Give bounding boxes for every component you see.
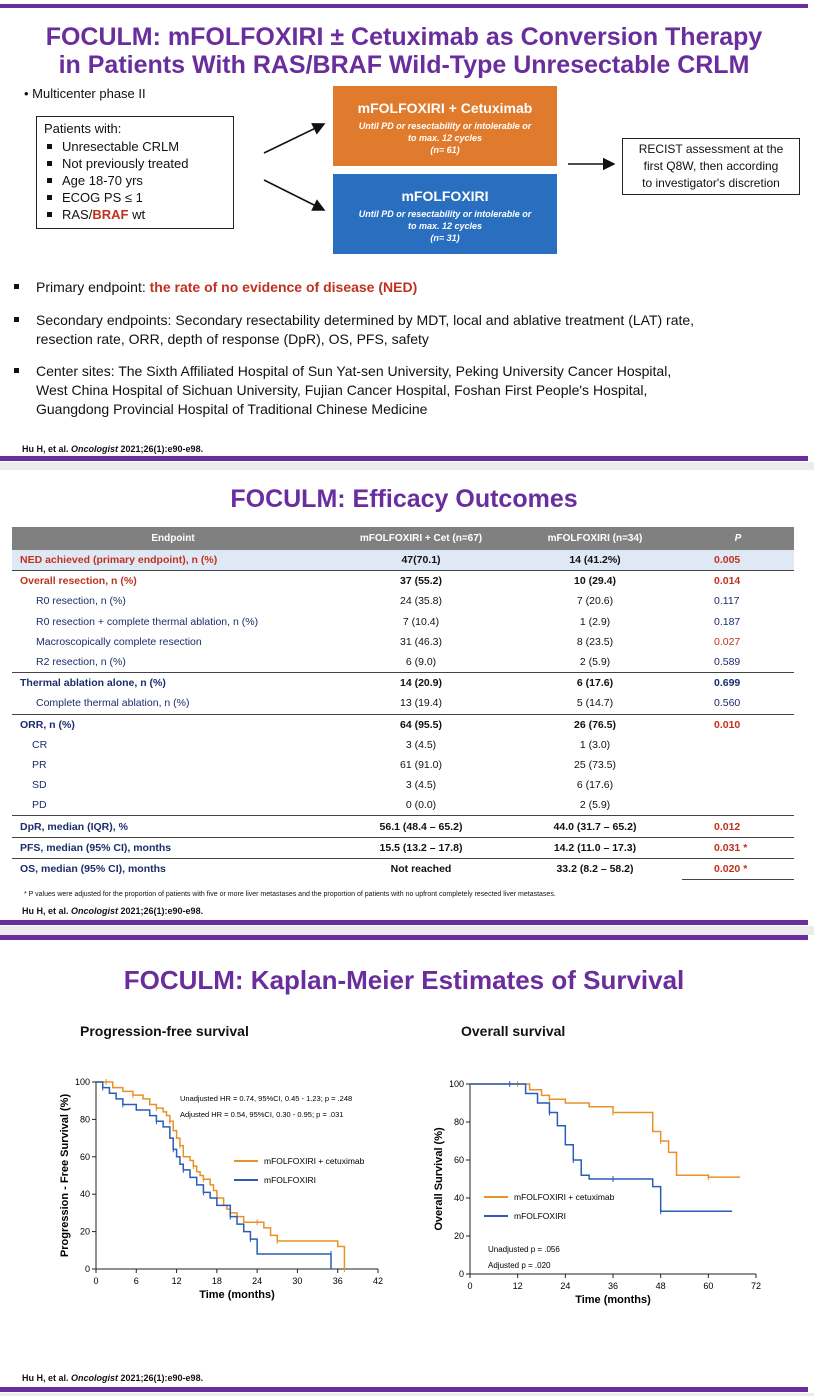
table-footnote: * P values were adjusted for the proportion of patients with five or more liver metastases and the proportion of patients with no upfront completely resected liver metastases.: [24, 891, 556, 898]
slide2-title: FOCULM: Efficacy Outcomes: [230, 485, 578, 513]
table-row: Overall resection, n (%) 37 (55.2) 10 (29.4) 0.014: [12, 571, 794, 592]
slide-efficacy: [0, 470, 814, 926]
slide3-title: FOCULM: Kaplan-Meier Estimates of Survival: [123, 965, 685, 995]
legend-label: mFOLFOXIRI + cetuximab: [264, 1156, 365, 1166]
arm2-name: mFOLFOXIRI: [401, 188, 489, 204]
slide1-citation: Hu H, et al. Oncologist 2021;26(1):e90-e98.: [22, 444, 204, 454]
table-row: Macroscopically complete resection 31 (46.3) 8 (23.5) 0.027: [36, 635, 741, 648]
col-p: P: [682, 527, 794, 550]
y-tick-label: 100: [448, 1079, 464, 1089]
recist-line1: RECIST assessment at the: [638, 142, 784, 156]
col-control: mFOLFOXIRI (n=34): [508, 527, 682, 550]
center-sites-bullet: Center sites: The Sixth Affiliated Hospital of Sun Yat-sen University, Peking University Cancer Hospital, West China Hospital of Sichuan University, Fujian Cancer Hospital, Foshan First People's Hospital, Guangdong Provincial Hospital of Traditional Chinese Medicine: [14, 362, 671, 419]
table-row: SD 3 (4.5) 6 (17.6): [32, 779, 614, 792]
slide1-title-line2: in Patients With RAS/BRAF Wild-Type Unresectable CRLM: [58, 51, 750, 79]
legend-label: mFOLFOXIRI: [514, 1211, 566, 1221]
y-tick-label: 60: [79, 1151, 90, 1162]
annotation-text: Unadjusted p = .056: [488, 1245, 560, 1254]
arm1-n: (n= 61): [430, 145, 460, 155]
pfs-chart-title: Progression-free survival: [80, 1023, 249, 1039]
annotation-text: Adjusted HR = 0.54, 95%CI, 0.30 - 0.95; p = .031: [180, 1110, 344, 1119]
slide2-citation: Hu H, et al. Oncologist 2021;26(1):e90-e98.: [22, 906, 204, 916]
x-tick-label: 24: [252, 1276, 263, 1286]
os-chart: [430, 1070, 770, 1320]
x-tick-label: 24: [560, 1281, 571, 1291]
design-bullet-text: Multicenter phase II: [32, 86, 146, 101]
table-row: R2 resection, n (%) 6 (9.0) 2 (5.9) 0.589: [36, 656, 741, 669]
y-tick-label: 20: [79, 1226, 90, 1237]
arm1-desc1: Until PD or resectability or intolerable or: [358, 121, 532, 131]
arm2-desc2: to max. 12 cycles: [407, 221, 483, 231]
table-row: Complete thermal ablation, n (%) 13 (19.4) 5 (14.7) 0.560: [36, 697, 741, 710]
patients-header: Patients with:: [44, 121, 122, 136]
arm1-desc2: to max. 12 cycles: [407, 133, 483, 143]
table-row: Thermal ablation alone, n (%) 14 (20.9) 6 (17.6) 0.699: [12, 673, 794, 694]
slide-bottom-bar: [0, 1387, 808, 1392]
table-row: NED achieved (primary endpoint), n (%) 47(70.1) 14 (41.2%) 0.005: [12, 550, 794, 571]
x-tick-label: 12: [171, 1276, 182, 1286]
primary-endpoint-bullet: Primary endpoint: the rate of no evidence of disease (NED): [14, 278, 417, 297]
y-axis-label: Overall Survival (%): [433, 1127, 445, 1231]
arm1-name: mFOLFOXIRI + Cetuximab: [357, 100, 533, 116]
patients-box: Patients with: Unresectable CRLM Not previously treated Age 18-70 yrs ECOG PS ≤ 1 RAS/BRAF wt: [36, 116, 234, 229]
table-row: CR 3 (4.5) 1 (3.0): [32, 738, 611, 751]
recist-box: [622, 138, 800, 195]
y-tick-label: 60: [453, 1155, 464, 1165]
x-tick-label: 30: [292, 1276, 303, 1286]
x-tick-label: 18: [211, 1276, 222, 1286]
legend-label: mFOLFOXIRI: [264, 1175, 316, 1185]
y-tick-label: 0: [458, 1269, 464, 1279]
os-chart-title: Overall survival: [461, 1023, 566, 1039]
x-tick-label: 72: [750, 1281, 762, 1291]
x-axis-label: Time (months): [199, 1289, 275, 1301]
slide1-title-line1: FOCULM: mFOLFOXIRI ± Cetuximab as Conversion Therapy: [45, 23, 763, 51]
y-tick-label: 80: [79, 1114, 90, 1125]
arm-cetuximab-box: [333, 86, 557, 166]
y-tick-label: 100: [74, 1077, 90, 1087]
x-tick-label: 0: [93, 1276, 99, 1286]
x-tick-label: 0: [467, 1281, 473, 1291]
y-axis-label: Progression - Free Survival (%): [59, 1093, 71, 1258]
pfs-chart: [56, 1070, 396, 1320]
y-tick-label: 20: [453, 1231, 464, 1241]
y-tick-label: 40: [453, 1193, 464, 1203]
x-tick-label: 36: [332, 1276, 343, 1286]
y-tick-label: 80: [453, 1117, 464, 1127]
annotation-text: Adjusted p = .020: [488, 1261, 551, 1270]
table-row: DpR, median (IQR), % 56.1 (48.4 – 65.2) 44.0 (31.7 – 65.2) 0.012: [12, 816, 794, 837]
table-row: R0 resection + complete thermal ablation, n (%) 7 (10.4) 1 (2.9) 0.187: [36, 615, 741, 628]
x-tick-label: 60: [703, 1281, 714, 1291]
x-tick-label: 6: [133, 1276, 139, 1286]
arm-control-box: [333, 174, 557, 254]
primary-endpoint-highlight: the rate of no evidence of disease (NED): [149, 279, 418, 295]
slide-top-bar: [0, 935, 808, 940]
x-tick-label: 36: [607, 1281, 619, 1291]
slide-design: [0, 0, 814, 462]
x-axis-label: Time (months): [575, 1294, 651, 1306]
x-tick-label: 48: [655, 1281, 666, 1291]
table-row: PD 0 (0.0) 2 (5.9): [32, 799, 611, 812]
slide-bottom-bar: [0, 920, 808, 925]
slide3-citation: Hu H, et al. Oncologist 2021;26(1):e90-e98.: [22, 1373, 204, 1383]
efficacy-table: [12, 527, 794, 880]
table-row: ORR, n (%) 64 (95.5) 26 (76.5) 0.010: [12, 714, 794, 735]
km-curve-cetuximab: [470, 1084, 740, 1177]
recist-line3: to investigator's discretion: [642, 176, 780, 190]
table-row: R0 resection, n (%) 24 (35.8) 7 (20.6) 0.117: [36, 595, 740, 608]
slide-bottom-bar: [0, 456, 808, 461]
recist-line2: first Q8W, then according: [643, 159, 779, 173]
braf-highlight: BRAF: [92, 207, 129, 222]
legend-label: mFOLFOXIRI + cetuximab: [514, 1192, 615, 1202]
x-tick-label: 42: [372, 1276, 384, 1286]
table-header-row: [12, 527, 794, 550]
arm2-n: (n= 31): [430, 233, 460, 243]
table-row: PR 61 (91.0) 25 (73.5): [32, 758, 617, 771]
col-cet: mFOLFOXIRI + Cet (n=67): [334, 527, 508, 550]
table-row: PFS, median (95% CI), months 15.5 (13.2 – 17.8) 14.2 (11.0 – 17.3) 0.031 *: [12, 837, 794, 858]
col-endpoint: Endpoint: [12, 527, 334, 550]
x-tick-label: 12: [512, 1281, 523, 1291]
design-bullet: • Multicenter phase II: [24, 86, 146, 101]
annotation-text: Unadjusted HR = 0.74, 95%CI, 0.45 - 1.23; p = .248: [180, 1094, 353, 1103]
table-row: OS, median (95% CI), months Not reached 33.2 (8.2 – 58.2) 0.020 *: [12, 858, 794, 879]
secondary-endpoints-bullet: Secondary endpoints: Secondary resectability determined by MDT, local and ablative treatment (LAT) rate, resection rate, ORR, depth of response (DpR), OS, PFS, safety: [14, 311, 694, 349]
y-tick-label: 40: [79, 1189, 90, 1200]
slide-km: [0, 935, 814, 1393]
y-tick-label: 0: [84, 1264, 90, 1274]
arm2-desc1: Until PD or resectability or intolerable or: [358, 209, 532, 219]
